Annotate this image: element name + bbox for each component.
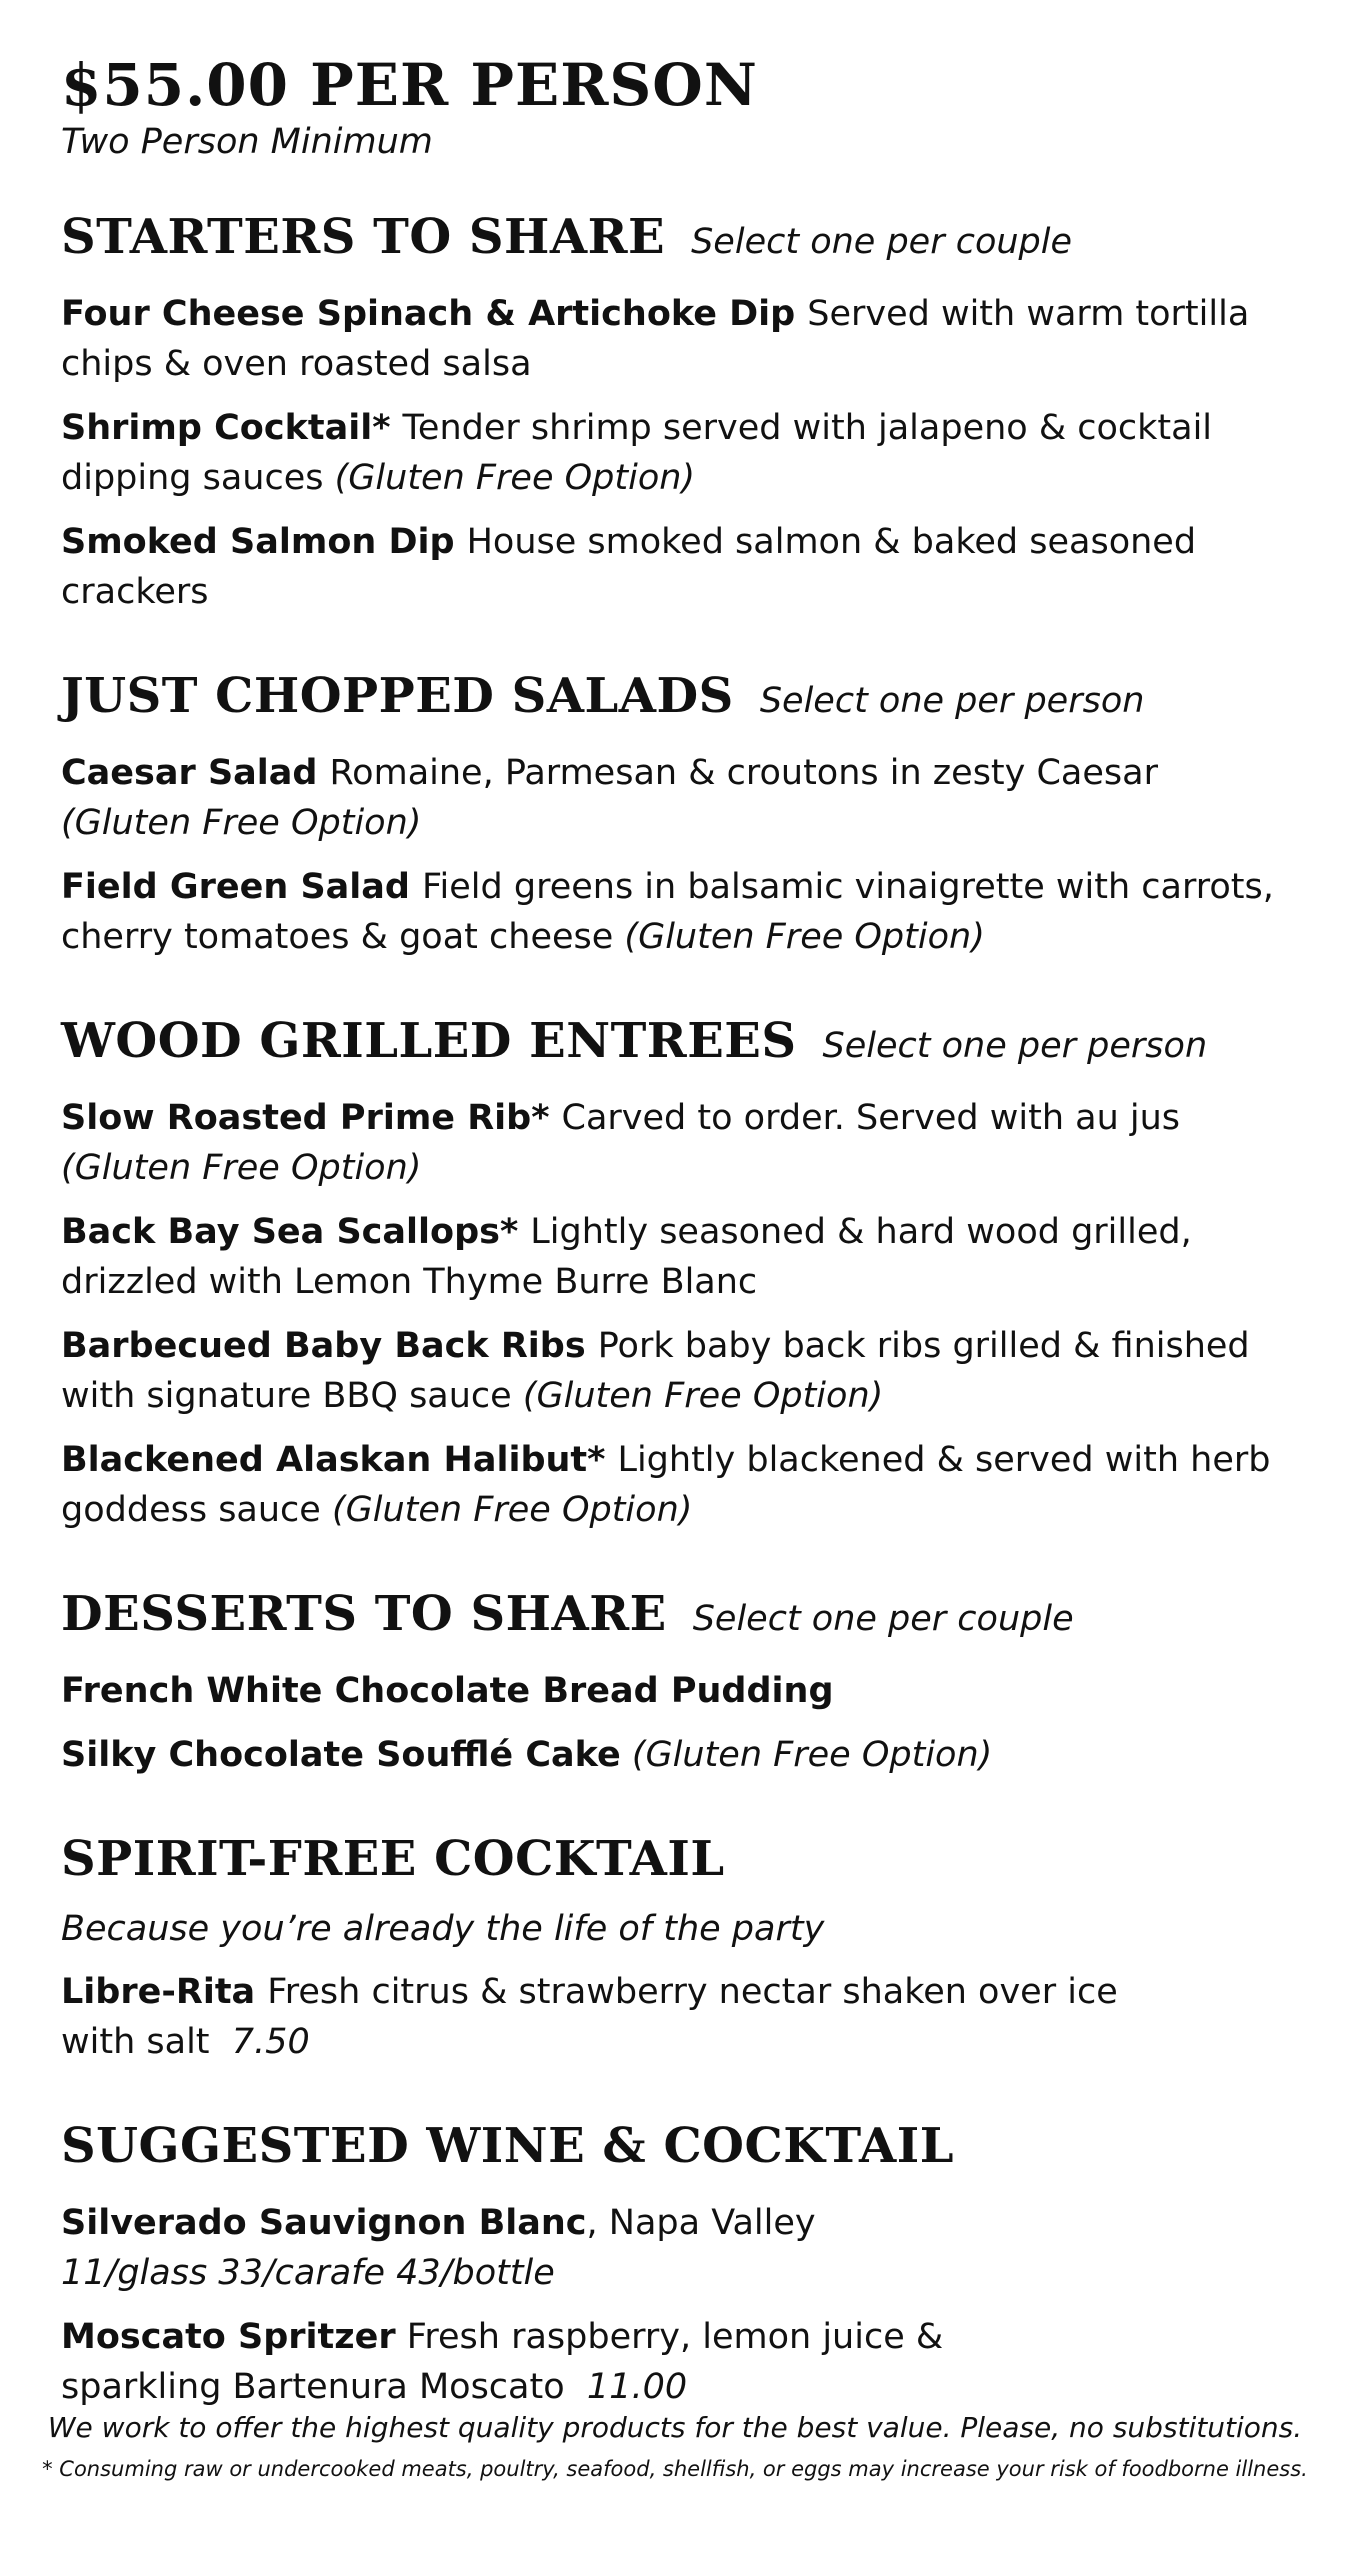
item-name: Silky Chocolate Soufflé Cake — [61, 1735, 621, 1775]
item-desc: House smoked salmon & baked seasoned crackers — [61, 522, 1197, 612]
item-desc: Tender shrimp served with jalapeno & cocktail dipping sauces — [61, 408, 1213, 498]
menu-item — [61, 1967, 1291, 2067]
menu-item — [61, 2312, 1291, 2412]
item-name: Blackened Alaskan Halibut* — [61, 1440, 606, 1480]
section-header — [61, 2115, 1311, 2188]
section-desserts — [61, 1583, 1311, 1780]
item-desc: Carved to order. Served with au jus — [561, 1098, 1181, 1138]
item-desc: Lightly blackened & served with herb goddess sauce — [61, 1440, 1271, 1530]
section-salads — [61, 665, 1311, 962]
section-title: SPIRIT-FREE COCKTAIL — [61, 1831, 725, 1887]
item-name: Silverado Sauvignon Blanc — [61, 2203, 587, 2243]
gluten-free-option: (Gluten Free Option) — [61, 803, 422, 843]
section-entrees — [61, 1010, 1311, 1535]
section-spirit-free — [61, 1828, 1311, 2067]
item-name: Shrimp Cocktail* — [61, 408, 391, 448]
section-title: STARTERS TO SHARE — [61, 209, 666, 265]
section-title: DESSERTS TO SHARE — [61, 1586, 667, 1642]
section-header — [61, 1828, 1311, 1901]
item-desc: Field greens in balsamic vinaigrette with carrots, cherry tomatoes & goat cheese — [61, 867, 1274, 957]
item-name: Caesar Salad — [61, 753, 318, 793]
section-wine — [61, 2115, 1311, 2412]
section-note: Select one per person — [759, 681, 1145, 721]
minimum-note: Two Person Minimum — [61, 122, 433, 162]
item-prices: 11/glass 33/carafe 43/bottle — [61, 2253, 555, 2293]
menu-item — [61, 2198, 1291, 2298]
menu-item — [61, 862, 1291, 962]
item-name: Field Green Salad — [61, 867, 410, 907]
section-tagline: Because you’re already the life of the party — [61, 1909, 825, 1949]
item-price: 11.00 — [586, 2367, 688, 2407]
menu-item — [61, 1730, 1291, 1780]
footer-health-disclaimer: * Consuming raw or undercooked meats, poultry, seafood, shellfish, or eggs may increase your risk of foodborne illness. — [42, 2457, 1308, 2481]
item-name: Smoked Salmon Dip — [61, 522, 455, 562]
footer-value-note: We work to offer the highest quality products for the best value. Please, no substitutions. — [47, 2411, 1303, 2444]
section-title: SUGGESTED WINE & COCKTAIL — [61, 2118, 954, 2174]
section-header — [61, 1583, 1311, 1656]
menu-item — [61, 1666, 1291, 1716]
section-header — [61, 665, 1311, 738]
item-desc: Served with warm tortilla chips & oven roasted salsa — [61, 294, 1250, 384]
item-region: , Napa Valley — [586, 2203, 816, 2243]
menu-item — [61, 517, 1291, 617]
section-header — [61, 206, 1311, 279]
item-desc-cont: sparkling Bartenura Moscato — [61, 2367, 565, 2407]
gluten-free-option: (Gluten Free Option) — [522, 1376, 884, 1416]
item-desc: Fresh citrus & strawberry nectar shaken over ice — [267, 1972, 1118, 2012]
gluten-free-option: (Gluten Free Option) — [624, 917, 985, 957]
menu-item — [61, 289, 1291, 389]
section-title: JUST CHOPPED SALADS — [61, 668, 734, 724]
price-title: $55.00 PER PERSON — [61, 51, 758, 119]
menu-item — [61, 1435, 1291, 1535]
item-desc: Pork baby back ribs grilled & finished with signature BBQ sauce — [61, 1326, 1250, 1416]
menu-item — [61, 1321, 1291, 1421]
item-desc-cont: with salt — [61, 2022, 210, 2062]
menu-item — [61, 1207, 1291, 1307]
item-name: Libre-Rita — [61, 1972, 256, 2012]
gluten-free-option: (Gluten Free Option) — [334, 458, 696, 498]
gluten-free-option: (Gluten Free Option) — [331, 1490, 693, 1530]
menu-item — [61, 403, 1291, 503]
item-desc: Fresh raspberry, lemon juice & — [406, 2317, 944, 2357]
gluten-free-option: (Gluten Free Option) — [61, 1148, 422, 1188]
menu-item — [61, 1093, 1291, 1193]
item-price: 7.50 — [231, 2022, 310, 2062]
section-note: Select one per person — [822, 1026, 1208, 1066]
item-name: Slow Roasted Prime Rib* — [61, 1098, 550, 1138]
item-name: French White Chocolate Bread Pudding — [61, 1671, 834, 1711]
menu-item — [61, 748, 1291, 848]
item-name: Moscato Spritzer — [61, 2317, 396, 2357]
section-title: WOOD GRILLED ENTREES — [61, 1013, 797, 1069]
menu-page — [61, 50, 1311, 2460]
item-name: Barbecued Baby Back Ribs — [61, 1326, 586, 1366]
item-desc: Lightly seasoned & hard wood grilled, drizzled with Lemon Thyme Burre Blanc — [61, 1212, 1192, 1302]
item-desc: Romaine, Parmesan & croutons in zesty Caesar — [329, 753, 1158, 793]
gluten-free-option: (Gluten Free Option) — [631, 1735, 993, 1775]
item-name: Four Cheese Spinach & Artichoke Dip — [61, 294, 796, 334]
section-note: Select one per couple — [691, 222, 1073, 262]
section-header — [61, 1010, 1311, 1083]
section-starters — [61, 206, 1311, 617]
section-note: Select one per couple — [692, 1599, 1074, 1639]
item-name: Back Bay Sea Scallops* — [61, 1212, 519, 1252]
